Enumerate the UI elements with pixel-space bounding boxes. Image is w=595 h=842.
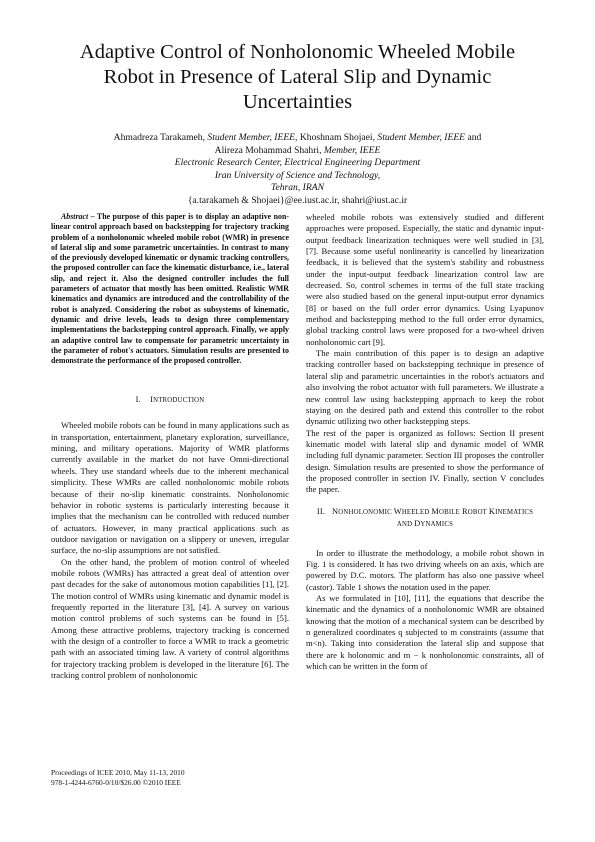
paragraph: On the other hand, the problem of motion control of wheeled mobile robots (WMRs) has attracted a great deal of attention over past decades for the sake of autonomous motion capabilities [1], [2]. The motion control of WMRs using kinematic and dynamic model is frequently reported in the literature [3], [4]. A survey on various motion control problems of such systems can be found in [5]. Among these attractive problems, trajectory tracking is concerned with the design of a controller to force a WMR to track a geometric path with an associated timing law. A variety of control algorithms for trajectory tracking problem is developed in the literature [6]. The tracking control problem of nonholonomic xyxy=(51,556,289,681)
section-title-rest: OBOT xyxy=(467,508,489,516)
author-name: Alireza Mohammad Shahri, xyxy=(214,144,324,156)
author-name: Ahmadreza Tarakameh, xyxy=(113,132,208,143)
section-heading-kinematics-dynamics xyxy=(306,506,544,530)
paragraph: As we formulated in [10], [11], the equations that describe the kinematic and the dynamics of a nonholonomic WMR are obtained knowing that the motion of a mechanical system can be described by n generalized coordinates q subjected to m constraints (assume that m<n). Taking into consideration the lateral slip and suppose that there are k holonomic and m − k nonholonomic constraints, all of which can be written in the form of xyxy=(306,592,544,672)
affiliation-line: Electronic Research Center, Electrical Engineering Department xyxy=(174,157,421,168)
section-title-initial: I xyxy=(150,395,154,405)
footer-copyright: 978-1-4244-6760-0/10/$26.00 ©2010 IEEE xyxy=(51,778,181,787)
author-line-1 xyxy=(40,132,555,145)
author-line-2 xyxy=(40,145,555,158)
section-title-initial: D xyxy=(414,518,421,528)
section-title-initial: W xyxy=(393,506,402,516)
section-numeral: I. xyxy=(135,395,141,405)
paragraph: Wheeled mobile robots can be found in many applications such as in transportation, entertainment, planetary exploration, surveillance, mining, and military operations. Majority of WMR platforms currently available in the market do not have Omni-directional wheels. They use standard wheels due to the inherent mechanical simplicity. These WMRs are called nonholonomic mobile robots because of their no-slip kinematic constraints. Nonholonomic behavior in robotic systems is particularly interesting because it implies that the mechanism can be controlled with reduced number of actuators. However, in many practical applications such as outdoor navigation or navigation on a slippery or uneven, irregular surface, the no-slip assumptions are not satisfied. xyxy=(51,420,289,556)
section-title-rest: YNAMICS xyxy=(420,520,454,528)
section-title-initial: K xyxy=(488,506,496,516)
abstract-label: Abstract xyxy=(61,212,89,221)
author-connector: and xyxy=(465,132,482,143)
author-name: , Khoshnam Shojaei, xyxy=(295,132,378,143)
author-role: Student Member, IEEE xyxy=(207,132,296,143)
author-role: Member, IEEE xyxy=(323,144,381,156)
section-title-rest: INEMATICS xyxy=(495,508,534,516)
paragraph: wheeled mobile robots was extensively studied and different approaches were proposed. Especially, the static and dynamic input-output feedback linearization techniques were well studied in [3], [7]. Because some useful nonlinearity is cancelled by linearization feedback, it is believed that the system's stability and robustness under the input-output feedback linearization control law are decreased. So, control schemes in terms of the full state tracking were also studied based on the general input-output error dynamics [8] or based on the full order error dynamics. Using Lyapunov method and backstepping method to the full order error dynamics, global tracking control laws were proposed for a two-wheel driven nonholonomic cart [9]. xyxy=(306,212,544,347)
affiliation-line: Iran University of Science and Technology, xyxy=(214,169,381,181)
author-emails: {a.tarakameh & Shojaei}@ee.iust.ac.ir, shahri@iust.ac.ir xyxy=(187,194,408,206)
footer-proceedings: Proceedings of ICEE 2010, May 11-13, 2010 xyxy=(51,768,185,777)
author-block xyxy=(40,132,555,207)
paragraph: The main contribution of this paper is to design an adaptive tracking controller based on backstepping technique in presence of lateral slip and parametric uncertainties in the robot's actuators and also involving the robot actuator with full parameters. We illustrate a new control law using backstepping approach to keep the robot staying on the desired path and extend this controller to the robot dynamic utilizing two other backstepping steps. xyxy=(306,348,544,427)
author-role: Student Member, IEEE xyxy=(377,132,466,143)
abstract xyxy=(51,212,289,366)
paragraph: The rest of the paper is organized as follows: Section II present kinematic model with lateral slip and dynamic model of WMR including full dynamic parameter. Section III proposes the controller design. Simulation results are presented to show the performance of the proposed controller in section IV. Finally, section V concludes the paper. xyxy=(306,427,544,495)
page-footer xyxy=(51,768,185,788)
section-title-rest: ONHOLONOMIC xyxy=(338,508,394,516)
left-column xyxy=(51,212,289,681)
section-title-rest: HEELED xyxy=(401,508,432,516)
section-title-initial: R xyxy=(461,506,468,516)
paper-title: Adaptive Control of Nonholonomic Wheeled Mobile Robot in Presence of Lateral Slip and Dynamic Uncertainties xyxy=(79,41,516,113)
section-title-initial: M xyxy=(431,506,440,516)
right-column xyxy=(306,212,544,672)
affiliation-line: Tehran, IRAN xyxy=(271,182,324,193)
section-title-rest: OBILE xyxy=(439,508,462,516)
section-title-initial: N xyxy=(332,506,339,516)
section-numeral: II. xyxy=(316,506,326,516)
paragraph: In order to illustrate the methodology, a mobile robot shown in Fig. 1 is considered. It has two driving wheels on an axis, which are powered by D.C. motors. The platform has also one passive wheel (castor). Table 1 shows the notation used in the paper. xyxy=(306,547,544,592)
section-title-rest: NTRODUCTION xyxy=(153,397,205,405)
section-title-rest: AND xyxy=(396,520,415,528)
abstract-text: – The purpose of this paper is to display an adaptive non-linear control approach based on backstepping for trajectory tracking problem of a nonholonomic wheeled mobile robot (WMR) in presence of lateral slip and some parametric uncertainties. In contrast to many of the previously developed kinematic or dynamic tracking controllers, the proposed controller can face the kinematic disturbance, i.e., lateral slip, and reject it. Also the designed controller includes the full parameters of actuator that mostly has been omitted. Realistic WMR kinematics and dynamics are introduced and the controllability of the robot is analyzed. Considering the robot as subsystems of kinematic, dynamic and drive levels, leads to design three complementary implementations the backstepping control approach. Finally, we apply an adaptive control law to compensate for parametric uncertainty in the parameter of robot's actuators. Simulation results are presented to demonstrate the performance of the proposed controller. xyxy=(51,212,289,366)
section-heading-introduction xyxy=(51,394,289,406)
